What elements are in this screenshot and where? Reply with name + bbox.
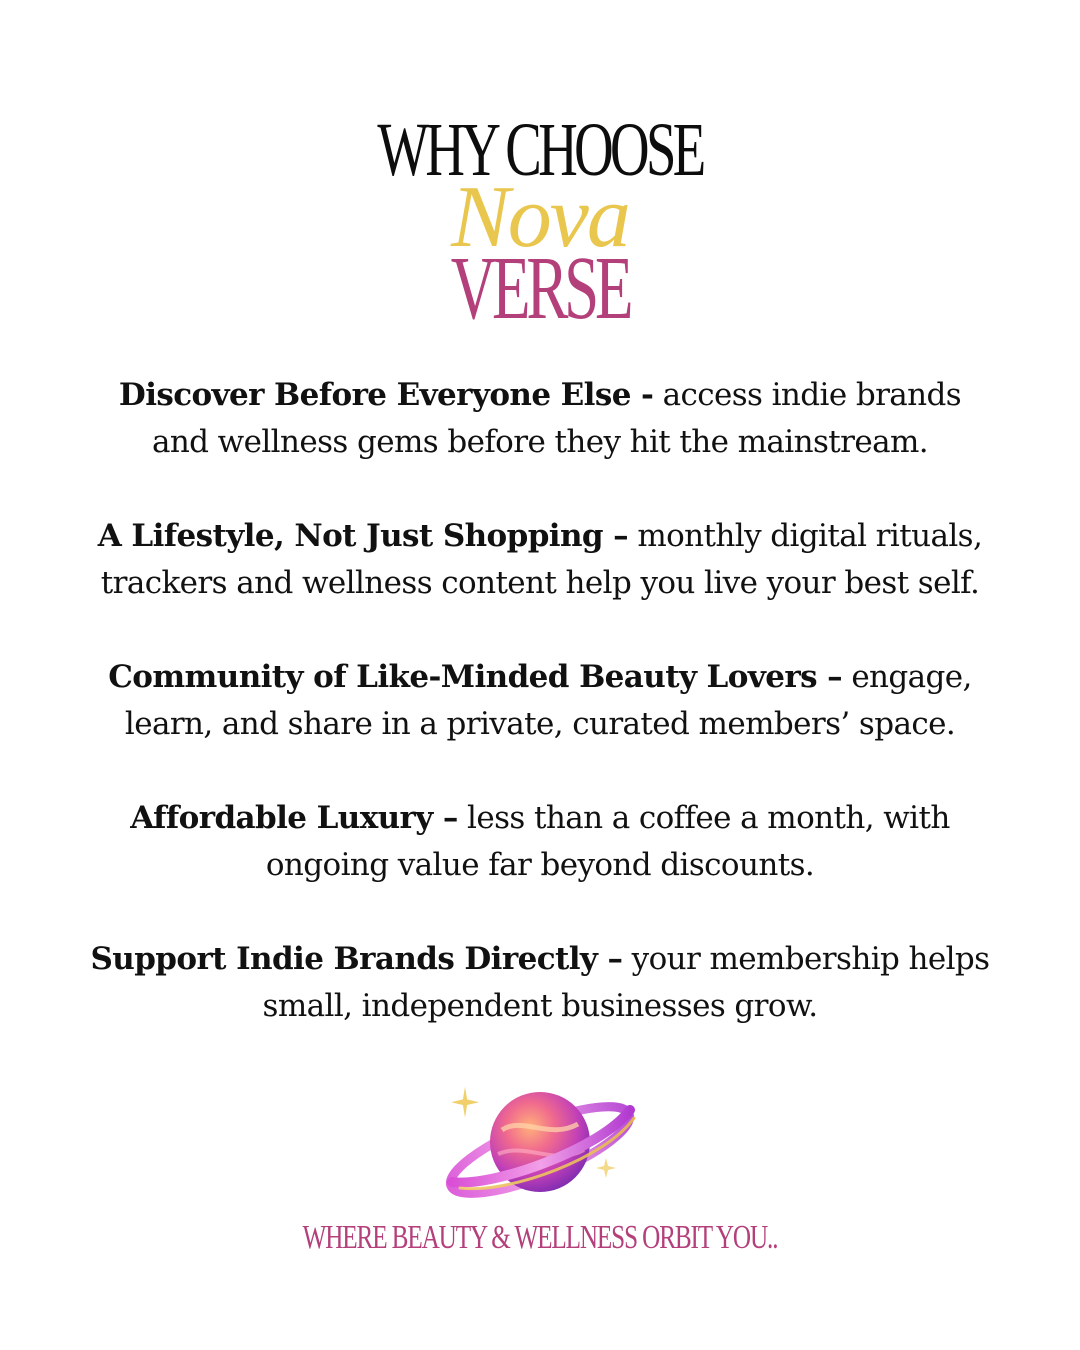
benefit-item <box>90 654 990 748</box>
benefit-item <box>90 795 990 889</box>
benefit-lead: Community of Like-Minded Beauty Lovers – <box>108 659 843 695</box>
benefit-lead: Affordable Luxury – <box>130 800 458 836</box>
benefit-body: engage, learn, and share in a private, curated members’ space. <box>124 659 972 742</box>
benefit-item <box>90 936 990 1030</box>
page-title <box>0 108 1080 338</box>
tagline: WHERE BEAUTY & WELLNESS ORBIT YOU.. <box>302 1219 778 1256</box>
benefit-body: access indie brands and wellness gems before they hit the mainstream. <box>151 377 962 460</box>
planet-icon <box>430 1070 650 1210</box>
benefit-lead: Support Indie Brands Directly – <box>90 941 623 977</box>
benefit-body: less than a coffee a month, with ongoing value far beyond discounts. <box>265 800 950 883</box>
benefits-list <box>90 372 990 1077</box>
benefit-item <box>90 513 990 607</box>
title-verse: VERSE <box>450 239 630 338</box>
benefit-lead: Discover Before Everyone Else - <box>118 377 654 413</box>
benefit-body: monthly digital rituals, trackers and wellness content help you live your best self. <box>100 518 983 601</box>
title-why-choose: WHY CHOOSE <box>377 108 703 192</box>
benefit-lead: A Lifestyle, Not Just Shopping – <box>97 518 629 554</box>
benefit-item <box>90 372 990 466</box>
benefit-body: your membership helps small, independent businesses grow. <box>262 941 990 1024</box>
title-nova-script: Nova <box>451 169 629 266</box>
